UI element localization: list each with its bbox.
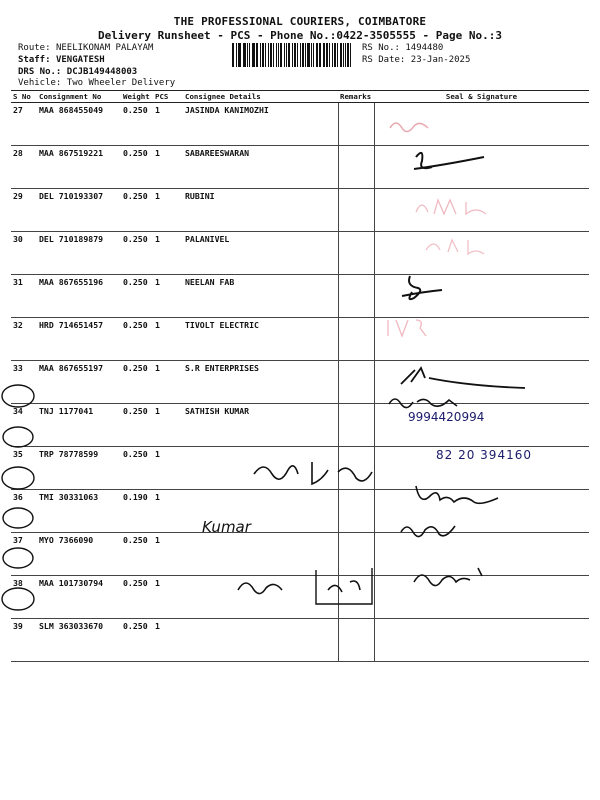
cell-pcs: 1 [153,361,183,404]
barcode-bar [311,43,312,67]
rs-date-value: 23-Jan-2025 [410,55,471,65]
cell-pcs: 1 [153,447,183,490]
barcode-bar [284,43,285,67]
cell-pcs: 1 [153,619,183,662]
route-line [18,43,153,53]
table-row [11,490,589,533]
cell-cno: TMI 30331063 [37,490,121,533]
barcode-bar [326,43,328,67]
cell-remarks [338,447,374,490]
cell-pcs: 1 [153,533,183,576]
barcode-bar [286,43,287,67]
barcode-bar [262,43,265,67]
barcode-bar [280,43,282,67]
barcode-bar [347,43,349,67]
barcode-bar [302,43,304,67]
drs-value: DCJB149448003 [66,67,138,77]
cell-remarks [338,318,374,361]
runsheet-title: Delivery Runsheet - PCS - Phone No.:0422-3505555 - Page No.:3 [98,29,502,42]
barcode-bar [252,43,253,67]
route-value: NEELIKONAM PALAYAM [55,43,154,53]
col-remarks: Remarks [338,91,374,103]
cell-seal-signature [374,146,589,189]
col-weight: Weight [121,91,153,103]
cell-sno: 37 [11,533,37,576]
barcode-bar [340,43,342,67]
table-row [11,189,589,232]
cell-remarks [338,189,374,232]
barcode-bar [343,43,344,67]
rs-no-line [362,43,443,53]
cell-pcs: 1 [153,232,183,275]
cell-cno: MAA 867655197 [37,361,121,404]
cell-weight: 0.250 [121,404,153,447]
staff-value: VENGATESH [55,55,105,65]
cell-sno: 34 [11,404,37,447]
cell-remarks [338,619,374,662]
barcode-bar [320,43,321,67]
barcode-bar [305,43,306,67]
rs-no-label: RS No.: [362,43,400,53]
table-row [11,361,589,404]
cell-consignee: JASINDA KANIMOZHI [183,103,338,146]
barcode-bar [243,43,246,67]
cell-consignee: PALANIVEL [183,232,338,275]
cell-cno: HRD 714651457 [37,318,121,361]
cell-cno: SLM 363033670 [37,619,121,662]
cell-cno: MAA 868455049 [37,103,121,146]
drs-label: DRS No.: [18,67,62,77]
cell-remarks [338,490,374,533]
cell-weight: 0.250 [121,447,153,490]
cell-consignee: RUBINI [183,189,338,232]
cell-cno: MAA 867519221 [37,146,121,189]
cell-seal-signature [374,361,589,404]
barcode-bar [273,43,274,67]
cell-pcs: 1 [153,275,183,318]
cell-pcs: 1 [153,189,183,232]
barcode-bar [265,43,266,67]
barcode-bar [316,43,318,67]
cell-seal-signature [374,318,589,361]
cell-sno: 38 [11,576,37,619]
cell-cno: MAA 867655196 [37,275,121,318]
table-row [11,275,589,318]
barcode-bar [329,43,330,67]
col-pcs: PCS [153,91,183,103]
vehicle-line [18,78,175,88]
cell-sno: 31 [11,275,37,318]
col-consignment: Consignment No [37,91,121,103]
table-row [11,146,589,189]
route-label: Route: [18,43,51,53]
cell-remarks [338,533,374,576]
barcode-bar [247,43,248,67]
cell-seal-signature [374,275,589,318]
barcode-bar [276,43,277,67]
cell-weight: 0.250 [121,146,153,189]
cell-seal-signature [374,533,589,576]
cell-weight: 0.190 [121,490,153,533]
cell-sno: 32 [11,318,37,361]
cell-weight: 0.250 [121,232,153,275]
handwritten-phone-34: 9994420994 [408,410,485,424]
cell-pcs: 1 [153,404,183,447]
cell-sno: 30 [11,232,37,275]
cell-consignee: TIVOLT ELECTRIC [183,318,338,361]
table-row [11,103,589,146]
cell-seal-signature [374,232,589,275]
barcode-bar [350,43,351,67]
cell-weight: 0.250 [121,619,153,662]
cell-pcs: 1 [153,318,183,361]
cell-sno: 33 [11,361,37,404]
table-row [11,576,589,619]
cell-consignee: S.R ENTERPRISES [183,361,338,404]
col-sno: S No [11,91,37,103]
table-row [11,404,589,447]
rs-no-value: 1494480 [405,43,444,53]
cell-weight: 0.250 [121,576,153,619]
cell-cno: TRP 78778599 [37,447,121,490]
barcode-bar [292,43,293,67]
barcode-bar [260,43,261,67]
cell-consignee [183,533,338,576]
barcode-bar [323,43,325,67]
vehicle-label: Vehicle: [18,78,62,88]
cell-remarks [338,146,374,189]
barcode-bar [337,43,338,67]
cell-remarks [338,576,374,619]
barcode-bar [253,43,255,67]
barcode-bar [313,43,314,67]
cell-remarks [338,404,374,447]
cell-remarks [338,275,374,318]
barcode-bar [288,43,291,67]
company-name: THE PROFESSIONAL COURIERS, COIMBATORE [173,15,427,28]
cell-consignee: SATHISH KUMAR [183,404,338,447]
barcode-bar [294,43,296,67]
barcode-bar [300,43,301,67]
table-row [11,318,589,361]
handwritten-phone-35: 82 20 394160 [436,448,532,462]
cell-remarks [338,103,374,146]
barcode-bar [270,43,272,67]
cell-cno: DEL 710193307 [37,189,121,232]
barcode-bar [319,43,320,67]
cell-sno: 27 [11,103,37,146]
barcode-bar [334,43,337,67]
staff-label: Staff: [18,55,51,65]
cell-consignee: NEELAN FAB [183,275,338,318]
cell-seal-signature [374,189,589,232]
barcode-bar [332,43,333,67]
barcode-bar [256,43,258,67]
barcode [232,43,352,67]
table-row [11,533,589,576]
rs-date-line [362,55,470,65]
cell-pcs: 1 [153,576,183,619]
cell-remarks [338,232,374,275]
cell-cno: MAA 101730794 [37,576,121,619]
barcode-bar [307,43,310,67]
cell-seal-signature [374,103,589,146]
col-consignee: Consignee Details [183,91,338,103]
cell-cno: MYO 7366090 [37,533,121,576]
cell-sno: 28 [11,146,37,189]
cell-weight: 0.250 [121,189,153,232]
cell-seal-signature [374,490,589,533]
drs-line [18,67,137,77]
cell-remarks [338,361,374,404]
cell-seal-signature [374,619,589,662]
handwritten-name-37: Kumar [202,518,251,536]
cell-sno: 29 [11,189,37,232]
barcode-bar [236,43,237,67]
barcode-bar [238,43,239,67]
cell-consignee [183,619,338,662]
cell-sno: 35 [11,447,37,490]
cell-cno: TNJ 1177041 [37,404,121,447]
barcode-bar [297,43,298,67]
rs-date-label: RS Date: [362,55,406,65]
cell-sno: 39 [11,619,37,662]
cell-weight: 0.250 [121,318,153,361]
cell-consignee: SABAREESWARAN [183,146,338,189]
barcode-bar [345,43,346,67]
barcode-bar [232,43,234,67]
cell-weight: 0.250 [121,533,153,576]
cell-sno: 36 [11,490,37,533]
staff-line [18,55,105,65]
cell-consignee [183,447,338,490]
cell-weight: 0.250 [121,361,153,404]
cell-pcs: 1 [153,146,183,189]
barcode-bar [278,43,280,67]
cell-cno: DEL 710189879 [37,232,121,275]
cell-pcs: 1 [153,490,183,533]
cell-weight: 0.250 [121,103,153,146]
cell-consignee [183,576,338,619]
table-header [11,91,589,103]
table-row [11,232,589,275]
barcode-bar [239,43,241,67]
runsheet-table [11,90,589,662]
cell-seal-signature [374,576,589,619]
barcode-bar [268,43,269,67]
table-row [11,619,589,662]
cell-weight: 0.250 [121,275,153,318]
col-seal: Seal & Signature [374,91,589,103]
cell-pcs: 1 [153,103,183,146]
barcode-bar [249,43,250,67]
vehicle-value: Two Wheeler Delivery [66,78,176,88]
